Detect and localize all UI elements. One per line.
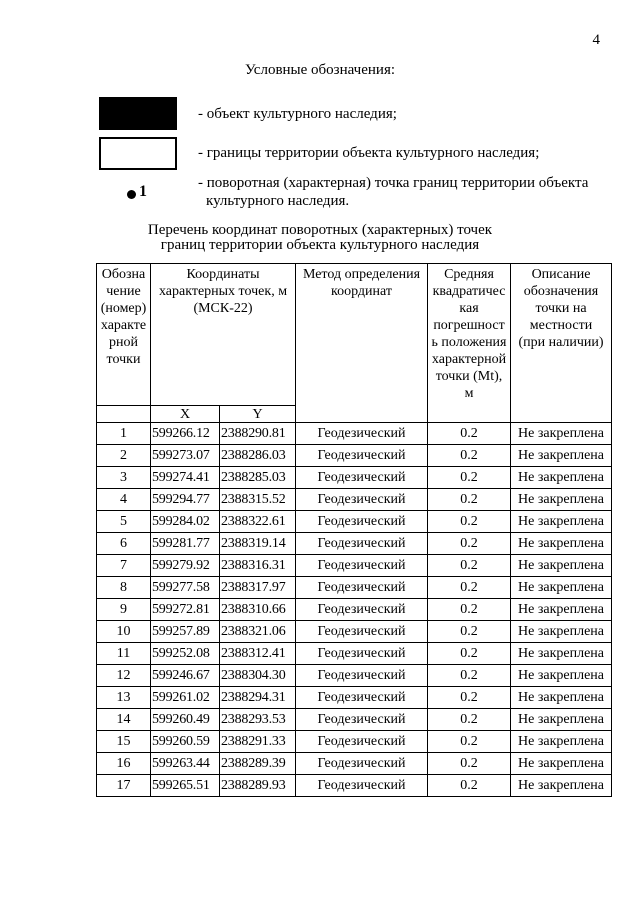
table-row <box>97 665 612 687</box>
cell-mean-square-error: 0.2 <box>428 555 511 577</box>
table-row <box>97 687 612 709</box>
cell-y: 2388285.03 <box>220 467 296 489</box>
cell-x: 599252.08 <box>151 643 220 665</box>
table-row <box>97 599 612 621</box>
table-row <box>97 621 612 643</box>
cell-x: 599279.92 <box>151 555 220 577</box>
cell-method: Геодезический <box>296 775 428 797</box>
cell-mean-square-error: 0.2 <box>428 489 511 511</box>
cell-method: Геодезический <box>296 533 428 555</box>
cell-description: Не закреплена <box>511 621 612 643</box>
cell-x: 599260.49 <box>151 709 220 731</box>
header-point-number: Обозна чение (номер) характе рной точки <box>97 264 151 406</box>
cell-mean-square-error: 0.2 <box>428 423 511 445</box>
cell-mean-square-error: 0.2 <box>428 511 511 533</box>
cell-x: 599266.12 <box>151 423 220 445</box>
cell-y: 2388290.81 <box>220 423 296 445</box>
cell-y: 2388312.41 <box>220 643 296 665</box>
heritage-object-swatch <box>99 97 177 130</box>
header-description: Описание обозначения точки на местности (при наличии) <box>511 264 612 423</box>
cell-description: Не закреплена <box>511 555 612 577</box>
cell-description: Не закреплена <box>511 577 612 599</box>
cell-method: Геодезический <box>296 555 428 577</box>
header-y: Y <box>220 406 296 423</box>
cell-y: 2388321.06 <box>220 621 296 643</box>
cell-y: 2388293.53 <box>220 709 296 731</box>
table-row <box>97 423 612 445</box>
cell-method: Геодезический <box>296 511 428 533</box>
cell-point-number: 17 <box>97 775 151 797</box>
legend-item-turning-point-line2: культурного наследия. <box>206 193 350 209</box>
cell-method: Геодезический <box>296 731 428 753</box>
table-row <box>97 445 612 467</box>
coordinates-table-body <box>97 423 612 797</box>
cell-y: 2388310.66 <box>220 599 296 621</box>
cell-method: Геодезический <box>296 687 428 709</box>
table-title-line1: Перечень координат поворотных (характерных) точек <box>147 222 493 238</box>
cell-mean-square-error: 0.2 <box>428 467 511 489</box>
cell-y: 2388316.31 <box>220 555 296 577</box>
cell-description: Не закреплена <box>511 753 612 775</box>
cell-mean-square-error: 0.2 <box>428 533 511 555</box>
cell-description: Не закреплена <box>511 489 612 511</box>
cell-x: 599246.67 <box>151 665 220 687</box>
cell-description: Не закреплена <box>511 533 612 555</box>
cell-method: Геодезический <box>296 643 428 665</box>
cell-description: Не закреплена <box>511 599 612 621</box>
cell-point-number: 8 <box>97 577 151 599</box>
cell-x: 599272.81 <box>151 599 220 621</box>
cell-method: Геодезический <box>296 709 428 731</box>
cell-point-number: 12 <box>97 665 151 687</box>
cell-method: Геодезический <box>296 423 428 445</box>
cell-y: 2388286.03 <box>220 445 296 467</box>
cell-x: 599265.51 <box>151 775 220 797</box>
cell-method: Геодезический <box>296 467 428 489</box>
cell-x: 599284.02 <box>151 511 220 533</box>
header-coordinates: Координаты характерных точек, м (МСК-22) <box>151 264 296 406</box>
legend-item-turning-point <box>198 174 618 210</box>
table-row <box>97 775 612 797</box>
cell-mean-square-error: 0.2 <box>428 643 511 665</box>
cell-point-number: 2 <box>97 445 151 467</box>
cell-method: Геодезический <box>296 445 428 467</box>
table-row <box>97 533 612 555</box>
cell-y: 2388319.14 <box>220 533 296 555</box>
cell-description: Не закреплена <box>511 423 612 445</box>
table-row <box>97 577 612 599</box>
cell-point-number: 14 <box>97 709 151 731</box>
cell-point-number: 13 <box>97 687 151 709</box>
cell-x: 599294.77 <box>151 489 220 511</box>
cell-point-number: 5 <box>97 511 151 533</box>
turning-point-marker <box>127 183 147 201</box>
cell-point-number: 3 <box>97 467 151 489</box>
cell-x: 599257.89 <box>151 621 220 643</box>
legend-item-turning-point-line1: - поворотная (характерная) точка границ территории объекта <box>198 175 589 191</box>
table-row <box>97 709 612 731</box>
cell-mean-square-error: 0.2 <box>428 621 511 643</box>
cell-description: Не закреплена <box>511 731 612 753</box>
cell-method: Геодезический <box>296 577 428 599</box>
territory-boundary-swatch <box>99 137 177 170</box>
cell-description: Не закреплена <box>511 775 612 797</box>
header-mean-square-error: Средняя квадратичес кая погрешност ь положения характерной точки (Mt), м <box>428 264 511 423</box>
cell-x: 599263.44 <box>151 753 220 775</box>
cell-point-number: 10 <box>97 621 151 643</box>
cell-mean-square-error: 0.2 <box>428 775 511 797</box>
turning-point-marker-label: 1 <box>139 183 147 200</box>
page-number: 4 <box>592 32 600 48</box>
cell-y: 2388317.97 <box>220 577 296 599</box>
header-point-number-spacer <box>97 406 151 423</box>
cell-mean-square-error: 0.2 <box>428 687 511 709</box>
header-method: Метод определения координат <box>296 264 428 423</box>
cell-method: Геодезический <box>296 665 428 687</box>
cell-mean-square-error: 0.2 <box>428 731 511 753</box>
dot-marker-icon <box>127 190 136 199</box>
cell-point-number: 9 <box>97 599 151 621</box>
cell-y: 2388289.39 <box>220 753 296 775</box>
cell-description: Не закреплена <box>511 467 612 489</box>
cell-y: 2388322.61 <box>220 511 296 533</box>
cell-method: Геодезический <box>296 753 428 775</box>
cell-description: Не закреплена <box>511 643 612 665</box>
legend-title: Условные обозначения: <box>244 62 396 78</box>
cell-x: 599260.59 <box>151 731 220 753</box>
cell-x: 599261.02 <box>151 687 220 709</box>
table-row <box>97 511 612 533</box>
cell-method: Геодезический <box>296 621 428 643</box>
cell-point-number: 6 <box>97 533 151 555</box>
cell-x: 599273.07 <box>151 445 220 467</box>
header-x: X <box>151 406 220 423</box>
cell-description: Не закреплена <box>511 709 612 731</box>
cell-description: Не закреплена <box>511 665 612 687</box>
table-title <box>0 223 640 253</box>
cell-x: 599281.77 <box>151 533 220 555</box>
cell-mean-square-error: 0.2 <box>428 753 511 775</box>
table-row <box>97 753 612 775</box>
table-row <box>97 489 612 511</box>
cell-description: Не закреплена <box>511 687 612 709</box>
cell-method: Геодезический <box>296 599 428 621</box>
cell-point-number: 15 <box>97 731 151 753</box>
cell-x: 599277.58 <box>151 577 220 599</box>
cell-mean-square-error: 0.2 <box>428 445 511 467</box>
cell-point-number: 1 <box>97 423 151 445</box>
table-row <box>97 731 612 753</box>
cell-description: Не закреплена <box>511 445 612 467</box>
cell-point-number: 16 <box>97 753 151 775</box>
cell-method: Геодезический <box>296 489 428 511</box>
cell-point-number: 11 <box>97 643 151 665</box>
table-title-line2: границ территории объекта культурного наследия <box>160 237 480 253</box>
table-row <box>97 643 612 665</box>
cell-point-number: 7 <box>97 555 151 577</box>
legend-item-heritage-object: - объект культурного наследия; <box>198 106 397 122</box>
table-row <box>97 467 612 489</box>
cell-mean-square-error: 0.2 <box>428 599 511 621</box>
cell-point-number: 4 <box>97 489 151 511</box>
cell-y: 2388315.52 <box>220 489 296 511</box>
cell-y: 2388291.33 <box>220 731 296 753</box>
table-row <box>97 555 612 577</box>
cell-y: 2388304.30 <box>220 665 296 687</box>
cell-mean-square-error: 0.2 <box>428 709 511 731</box>
cell-mean-square-error: 0.2 <box>428 665 511 687</box>
coordinates-table <box>96 263 612 797</box>
cell-x: 599274.41 <box>151 467 220 489</box>
cell-description: Не закреплена <box>511 511 612 533</box>
cell-y: 2388289.93 <box>220 775 296 797</box>
cell-y: 2388294.31 <box>220 687 296 709</box>
cell-mean-square-error: 0.2 <box>428 577 511 599</box>
legend-item-territory-boundary: - границы территории объекта культурного наследия; <box>198 145 540 161</box>
